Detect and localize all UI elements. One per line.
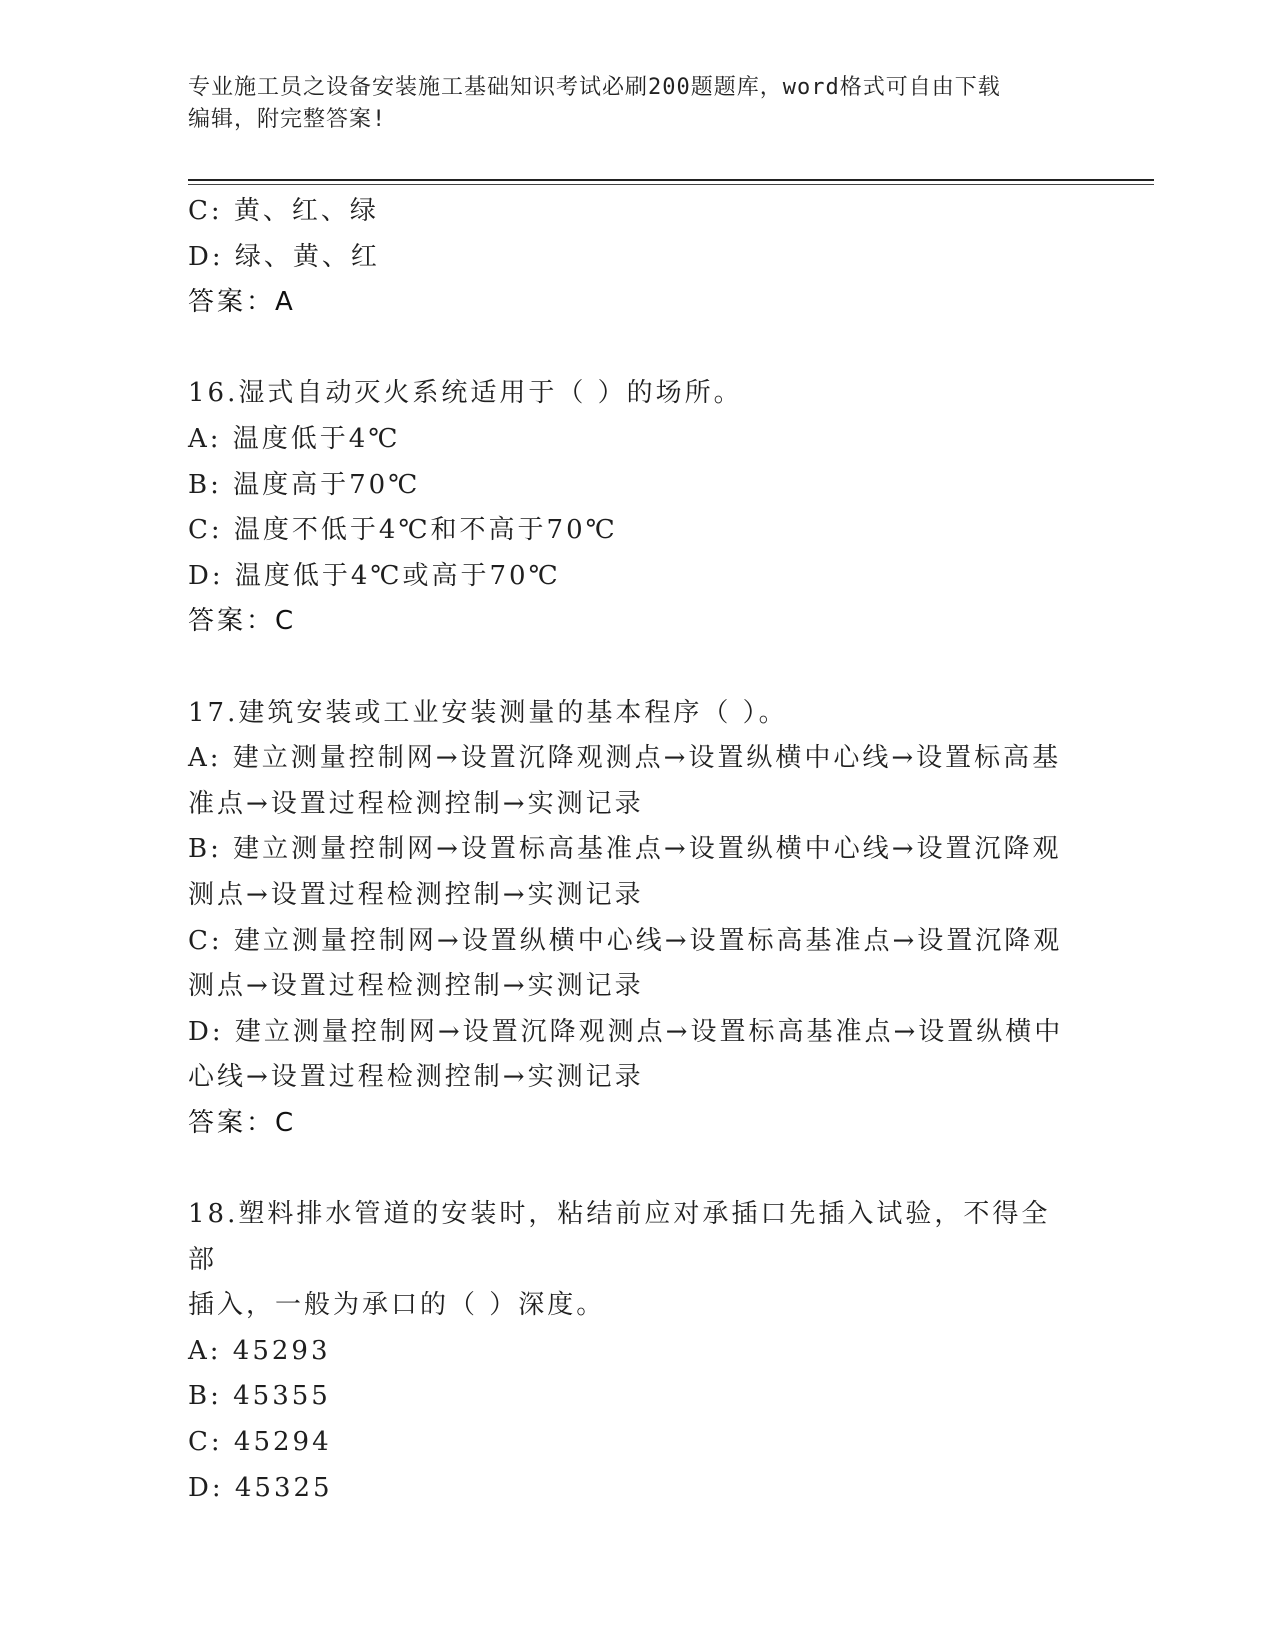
header-divider-thin (188, 184, 1154, 185)
q18-option-c: C: 45294 (188, 1427, 332, 1458)
q18-option-d: D: 45325 (188, 1472, 333, 1503)
question-18 (188, 1192, 1068, 1511)
q16-answer: 答案：C (188, 606, 297, 637)
q17-option-c-line-2: 测点→设置过程检测控制→实测记录 (188, 971, 644, 1002)
q17-option-c-line-1: C: 建立测量控制网→设置纵横中心线→设置标高基准点→设置沉降观 (188, 925, 1063, 956)
question-17 (188, 691, 1068, 1147)
spacer (188, 326, 1068, 372)
q16-option-d: D: 温度低于4℃或高于70℃ (188, 560, 561, 591)
q15-option-c: C: 黄、红、绿 (188, 196, 379, 226)
header-divider-thick (188, 179, 1154, 181)
q17-option-a-line-2: 准点→设置过程检测控制→实测记录 (188, 788, 644, 819)
q15-option-d: D: 绿、黄、红 (188, 241, 380, 272)
q16-option-b: B: 温度高于70℃ (188, 469, 421, 500)
q17-option-b-line-1: B: 建立测量控制网→设置标高基准点→设置纵横中心线→设置沉降观 (188, 834, 1062, 865)
header-title-line-1: 专业施工员之设备安装施工基础知识考试必刷200题题库，word格式可自由下载 (188, 75, 1001, 100)
header-title-line-2: 编辑，附完整答案! (188, 107, 387, 132)
q15-answer: 答案：A (188, 287, 296, 318)
q18-option-b: B: 45355 (188, 1381, 331, 1412)
q16-stem: 16.湿式自动灭火系统适用于（ ）的场所。 (188, 378, 743, 409)
question-15-tail (188, 189, 1068, 326)
q18-option-a: A: 45293 (188, 1335, 331, 1366)
q18-stem-line-1: 18.塑料排水管道的安装时，粘结前应对承插口先插入试验，不得全部 (188, 1199, 1051, 1275)
q16-option-a: A: 温度低于4℃ (188, 423, 401, 454)
question-16 (188, 371, 1068, 645)
q17-stem: 17.建筑安装或工业安装测量的基本程序（ ）。 (188, 697, 788, 728)
q16-option-c: C: 温度不低于4℃和不高于70℃ (188, 515, 618, 546)
spacer (188, 645, 1068, 691)
q17-option-a-line-1: A: 建立测量控制网→设置沉降观测点→设置纵横中心线→设置标高基 (188, 743, 1062, 774)
q17-option-d-line-2: 心线→设置过程检测控制→实测记录 (188, 1062, 644, 1093)
page-header (188, 72, 1068, 136)
document-body (188, 189, 1068, 1511)
q17-option-b-line-2: 测点→设置过程检测控制→实测记录 (188, 879, 644, 910)
q17-answer: 答案：C (188, 1107, 297, 1138)
q18-stem-line-2: 插入，一般为承口的（ ）深度。 (188, 1290, 606, 1321)
q17-option-d-line-1: D: 建立测量控制网→设置沉降观测点→设置标高基准点→设置纵横中 (188, 1016, 1064, 1047)
spacer (188, 1146, 1068, 1192)
